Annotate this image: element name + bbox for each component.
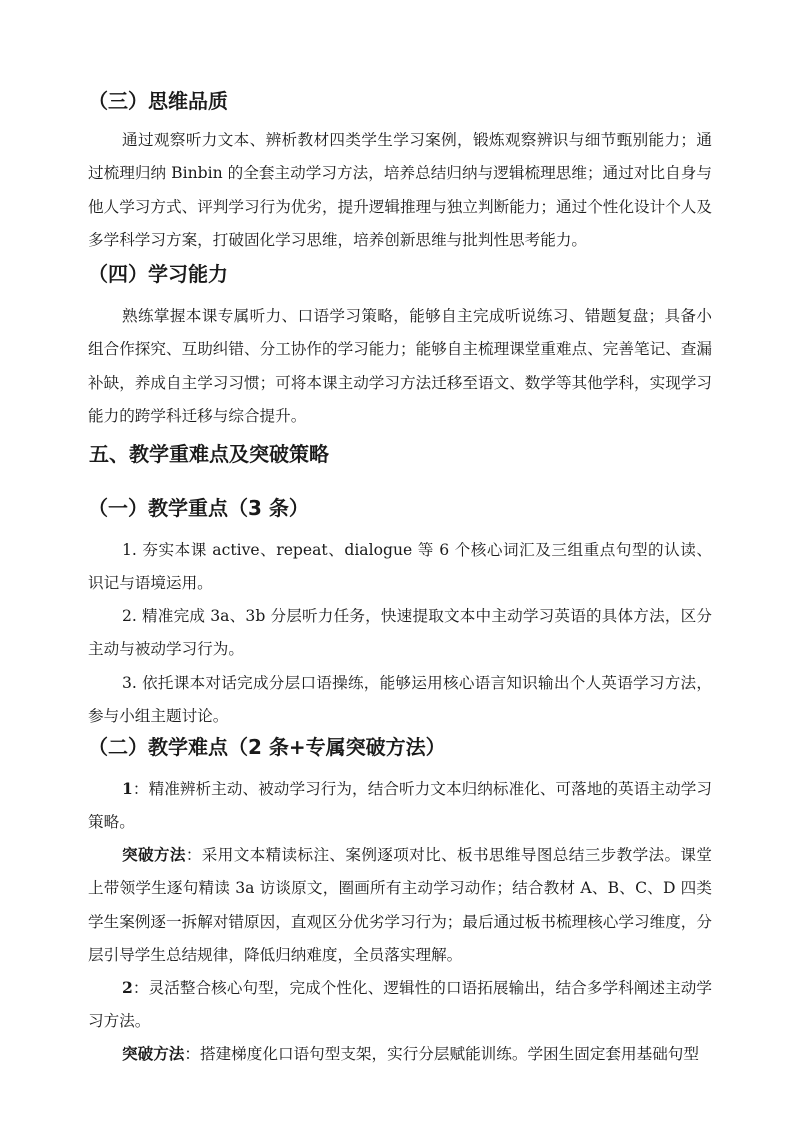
difficulty-2-text: ：灵活整合核心句型，完成个性化、逻辑性的口语拓展输出，结合多学科阐述主动学习方法。: [88, 979, 712, 1031]
method-1-text: ：采用文本精读标注、案例逐项对比、板书思维导图总结三步教学法。课堂上带领学生逐句精读 3a 访谈原文，圈画所有主动学习动作；结合教材 A、B、C、D 四类学生案例逐一拆解对错原因，直观区分优劣学习行为；最后通过板书梳理核心学习维度，分层引导学生总结规律，降低归纳难度，全员落实理解。: [88, 846, 712, 964]
difficulty-item-2: [88, 971, 712, 1039]
section-heading-key-points: （一）教学重点（3 条）: [88, 496, 309, 520]
section-heading-learning-ability: （四）学习能力: [88, 262, 228, 286]
method-2-text: ：搭建梯度化口语句型支架，实行分层赋能训练。学困生固定套用基础句型: [184, 1045, 699, 1063]
key-point-item-2: 2. 精准完成 3a、3b 分层听力任务，快速提取文本中主动学习英语的具体方法，区分主动与被动学习行为。: [88, 607, 712, 659]
section-heading-difficulties: （二）教学难点（2 条+专属突破方法）: [88, 735, 446, 759]
section-heading-thinking-quality: （三）思维品质: [88, 89, 228, 113]
method-2-label: 突破方法: [122, 1044, 185, 1063]
difficulty-1-text: ：精准辨析主动、被动学习行为，结合听力文本归纳标准化、可落地的英语主动学习策略。: [88, 780, 712, 832]
thinking-quality-paragraph: 通过观察听力文本、辨析教材四类学生学习案例，锻炼观察辨识与细节甄别能力；通过梳理归纳 Binbin 的全套主动学习方法，培养总结归纳与逻辑梳理思维；通过对比自身与他人学习方式、评判学习行为优劣，提升逻辑推理与独立判断能力；通过个性化设计个人及多学科学习方案，打破固化学习思维，培养创新思维与批判性思考能力。: [88, 131, 712, 249]
method-1-label: 突破方法: [122, 845, 186, 864]
breakthrough-method-2: [88, 1037, 712, 1071]
difficulty-item-1: [88, 772, 712, 840]
key-point-item-1: 1. 夯实本课 active、repeat、dialogue 等 6 个核心词汇及三组重点句型的认读、识记与语境运用。: [88, 541, 712, 593]
learning-ability-paragraph: 熟练掌握本课专属听力、口语学习策略，能够自主完成听说练习、错题复盘；具备小组合作探究、互助纠错、分工协作的学习能力；能够自主梳理课堂重难点、完善笔记、查漏补缺，养成自主学习习惯；可将本课主动学习方法迁移至语文、数学等其他学科，实现学习能力的跨学科迁移与综合提升。: [88, 307, 712, 425]
chapter-heading-key-difficulties: 五、教学重难点及突破策略: [89, 442, 329, 466]
key-point-item-3: 3. 依托课本对话完成分层口语操练，能够运用核心语言知识输出个人英语学习方法，参与小组主题讨论。: [88, 674, 712, 726]
breakthrough-method-1: [88, 838, 712, 972]
difficulty-1-label: 1: [122, 779, 133, 798]
difficulty-2-label: 2: [122, 978, 133, 997]
